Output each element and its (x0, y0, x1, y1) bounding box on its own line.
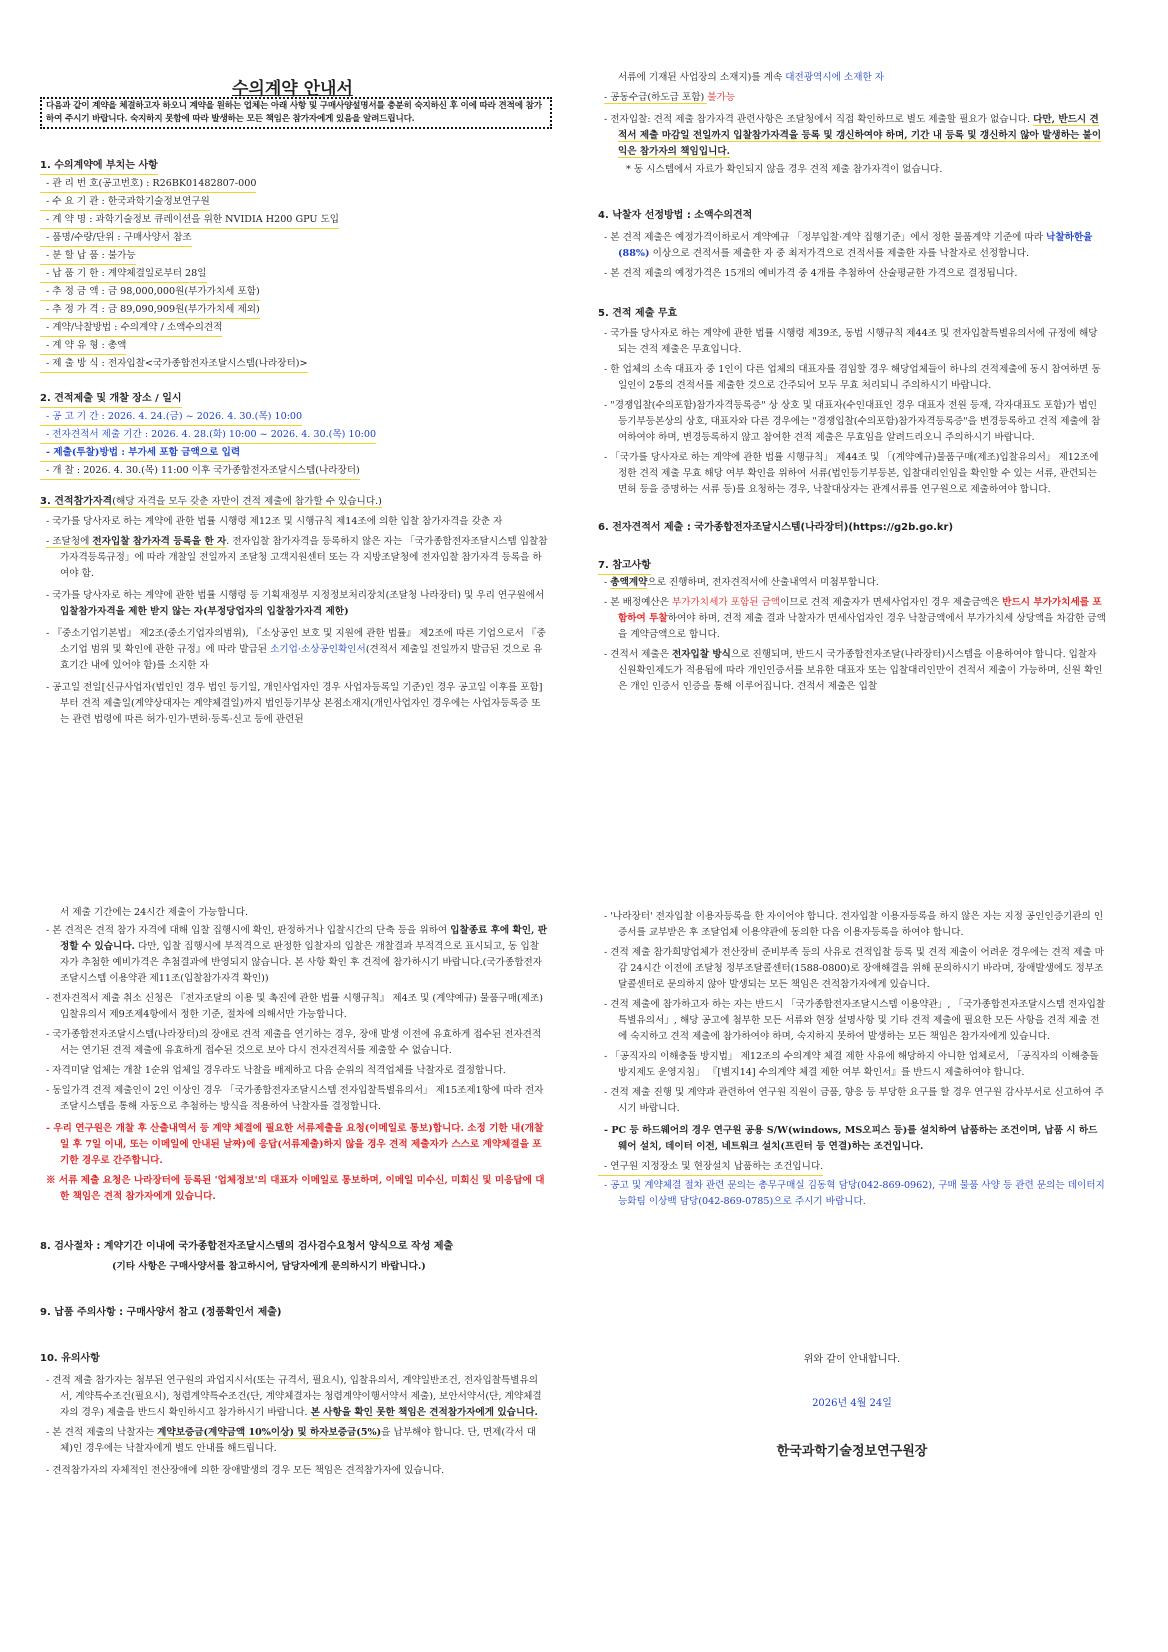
col-top-left (40, 158, 548, 728)
section-1-list (40, 176, 548, 373)
s1-item: - 분 할 납 품 : 불가능 (40, 248, 136, 265)
s3-item-3: - 국가를 당사자로 하는 계약에 관한 법률 시행령 등 기획재정부 지정정보처리장치(조달청 나라장터) 및 우리 연구원에서 입찰참가자격을 제한 받지 않는 자(부정당업자의 입찰참가자격 제한) (46, 590, 545, 617)
s2-item: - 제출(투찰)방법 : 부가세 포함 금액으로 입력 (40, 445, 240, 462)
s2-item: - 공 고 기 간 : 2026. 4. 24.(금) ~ 2026. 4. 30.(목) 10:00 (40, 409, 302, 426)
s4-item-1: - 본 견적 제출은 예정가격이하로서 계약예규 「정부입찰·계약 집행기준」에서 정한 물품계약 기준에 따라 낙찰하한율(88%) 이상으로 견적서를 제출한 자 중 최저가격으로 견적서를 제출한 자를 낙찰자로 선정합니다. (604, 232, 1093, 259)
l2-list (40, 991, 548, 1115)
s4-item-2: - 본 견적 제출의 예정가격은 15개의 예비가격 중 4개를 추첨하여 산술평균한 가격으로 결정됩니다. (604, 268, 1018, 279)
closing-date: 2026년 4월 24일 (812, 1398, 892, 1409)
s1-item: - 계약/낙찰방법 : 수의계약 / 소액수의견적 (40, 320, 222, 337)
s10-item-2: - 본 견적 제출의 낙찰자는 계약보증금(계약금액 10%이상) 및 하자보증금(5%)을 납부해야 합니다. 단, 면제(각서 대체)인 경우에는 낙찰자에게 별도 안내를 해드립니다. (46, 1427, 536, 1454)
page-title: 수의계약 안내서 (232, 79, 353, 99)
s7-item-3: - 견적서 제출은 전자입찰 방식으로 진행되며, 반드시 국가종합전자조달(나라장터)시스템을 이용하여야 합니다. 입찰자 신원확인제도가 적용됨에 따라 개인인증서를 보유한 대표자 또는 입찰대리인만이 견적서 제출이 가능하며, 신원 확인은 개인 인증서 인증을 통해 이루어집니다. 견적서 제출은 입찰 (604, 649, 1103, 692)
s10-item-3: - 견적참가자의 자체적인 전산장애에 의한 장애발생의 경우 모든 책임은 견적참가자에 있습니다. (46, 1465, 445, 1476)
section-8-heading: 8. 검사절차 : 계약기간 이내에 국가종합전자조달시스템의 검사검수요청서 양식으로 작성 제출 (40, 1241, 454, 1252)
r1-item-3: * 동 시스템에서 자료가 확인되지 않을 경우 견적 제출 참가자격이 없습니다. (626, 164, 943, 175)
closing-signer: 한국과학기술정보연구원장 (776, 1444, 928, 1459)
s1-item: - 제 출 방 식 : 전자입찰<국가종합전자조달시스템(나라장터)> (40, 356, 308, 373)
r2-blue-1: - 공고 및 계약체결 절차 관련 문의는 총무구매실 김동혁 담당(042-869-0962), 구매 물품 사양 등 관련 문의는 데이터지능화팀 이상백 담당(042-869-0785)으로 주시기 바랍니다. (604, 1180, 1105, 1207)
section-4-heading: 4. 낙찰자 선정방법 : 소액수의견적 (598, 210, 753, 221)
s3-item-1: - 국가를 당사자로 하는 계약에 관한 법률 시행령 제12조 및 시행규칙 제14조에 의한 입찰 참가자격을 갖춘 자 (46, 516, 503, 527)
s1-item: - 수 요 기 관 : 한국과학기술정보연구원 (40, 194, 210, 211)
s7-item-2: - 본 배정예산은 부가가치세가 포함된 금액이므로 견적 제출자가 면세사업자인 경우 제출금액은 반드시 부가가치세를 포함하여 투찰하여야 하며, 견적 제출 결과 낙찰자가 면세사업자인 경우 낙찰금액에서 부가가치세 상당액을 차감한 금액을 계약금액으로 합니다. (604, 597, 1106, 640)
l2-item: - 국가종합전자조달시스템(나라장터)의 장애로 견적 제출을 연기하는 경우, 장애 발생 이전에 유효하게 접수된 전자견적서는 연기된 견적 제출에 유효하게 접수된 것으로 보아 다시 전자견적서를 제출할 수 없습니다. (46, 1029, 542, 1056)
s1-item: - 관 리 번 호(공고번호) : R26BK01482807-000 (40, 176, 256, 193)
s5-item: - 한 업체의 소속 대표자 중 1인이 다른 업체의 대표자를 겸임할 경우 해당업체들이 하나의 견적제출에 동시 참여하면 동일인이 2통의 견적서를 제출한 것으로 간주되어 모두 무효 처리되니 주의하시기 바랍니다. (604, 364, 1101, 391)
s1-item: - 납 품 기 한 : 계약체결일로부터 28일 (40, 266, 207, 283)
s3-item-4: - 『중소기업기본법』 제2조(중소기업자의범위), 『소상공인 보호 및 지원에 관한 법률』 제2조에 따른 기업으로서 『중소기업 범위 및 확인에 관한 규정』에 따라 발급된 소기업·소상공인확인서(견적서 제출일 전일까지 발급된 것으로 유효기간 내에 있어야 함)를 소지한 자 (46, 628, 546, 671)
s2-item: - 개 찰 : 2026. 4. 30.(목) 11:00 이후 국가종합전자조달시스템(나라장터) (40, 463, 360, 480)
s1-item: - 계 약 유 형 : 총액 (40, 338, 126, 355)
section-2-list (40, 409, 548, 480)
s5-item: - "경쟁입찰(수의포함)참가자격등록증" 상 상호 및 대표자(수인대표인 경우 대표자 전원 등재, 각자대표도 포함)가 법인등기부등본상의 상호, 대표자와 다른 경우에는 "경쟁입찰(수의포함)참가자격등록증"을 변경등록하고 견적 제출에 참여하여야 하며, 변경등록하지 않고 참여한 견적 제출은 무효임을 알려드리오니 주의하시기 바랍니다. (604, 400, 1101, 443)
section-5-heading: 5. 견적 제출 무효 (598, 308, 678, 319)
r2-bold-1: - PC 등 하드웨어의 경우 연구원 공용 S/W(windows, MS오피스 등)를 설치하여 납품하는 조건이며, 납품 시 하드웨어 설치, 데이터 이전, 네트워크 설치(프린터 등 연결)하는 조건입니다. (604, 1125, 1098, 1152)
l2-item: - 동일가격 견적 제출인이 2인 이상인 경우 「국가종합전자조달시스템 전자입찰특별유의서」 제15조제1항에 따라 전자조달시스템을 통해 자동으로 추첨하는 방식을 적용하여 낙찰자를 결정합니다. (46, 1085, 544, 1112)
l2-item: - 자격미달 업체는 개찰 1순위 업체일 경우라도 낙찰을 배제하고 다음 순위의 적격업체를 낙찰자로 결정합니다. (46, 1065, 506, 1076)
s1-item: - 추 정 가 격 : 금 89,090,909원(부가가치세 제외) (40, 302, 260, 319)
r2-item: - 견적 제출 진행 및 계약과 관련하여 연구원 직원이 금품, 향응 등 부당한 요구를 할 경우 연구원 감사부서로 신고하여 주시기 바랍니다. (604, 1087, 1104, 1114)
section-5-list (598, 326, 1106, 498)
r1-item-2: - 전자입찰: 견적 제출 참가자격 관련사항은 조달청에서 직접 확인하므로 별도 제출할 필요가 없습니다. 다만, 반드시 견적서 제출 마감일 전일까지 입찰참가자격을 등록 및 갱신하여야 하며, 기간 내 등록 및 갱신하지 않아 발생하는 불이익은 참가자의 책임입니다. (604, 114, 1102, 157)
notice-box: 다음과 같이 계약을 체결하고자 하오니 계약을 원하는 업체는 아래 사항 및 구매사양설명서를 충분히 숙지하신 후 이에 따라 견적에 참가하여 주시기 바랍니다. 숙지하지 못함에 따라 발생하는 모든 책임은 참가자에게 있음을 알려드립니다. (40, 97, 552, 129)
s2-item: - 전자견적서 제출 기간 : 2026. 4. 28.(화) 10:00 ~ 2026. 4. 30.(목) 10:00 (40, 427, 376, 444)
s10-item-1: - 견적 제출 참가자는 첨부된 연구원의 과업지시서(또는 규격서, 필요시), 입찰유의서, 계약일반조건, 전자입찰특별유의서, 계약특수조건(필요시), 청렴계약특수조건(단, 계약체결자는 청렴계약이행서약서 제출), 보안서약서(단, 계약체결자의 경우) 제출을 반드시 확인하시고 참가하시기 바랍니다. 본 사항을 확인 못한 책임은 견적참가자에게 있습니다. (46, 1375, 542, 1418)
section-7-heading: 7. 참고사항 (598, 558, 651, 575)
r2-item: - 견적 제출 참가희망업체가 전산장비 준비부족 등의 사유로 견적입찰 등록 및 견적 제출이 어려운 경우에는 견적 제출 마감 24시간 이전에 조달청 정부조달콜센터(1588-0800)로 장애해결을 위해 문의하시기 바라며, 장애발생에도 정부조달콜센터로 문의하지 않아 발생되는 모든 책임은 견적참가자에게 있습니다. (604, 947, 1104, 990)
section-1-heading: 1. 수의계약에 부치는 사항 (40, 158, 158, 175)
section-10-heading: 10. 유의사항 (40, 1353, 100, 1364)
l2-red-1: - 우리 연구원은 개찰 후 산출내역서 등 계약 체결에 필요한 서류제출을 요청(이메일로 통보)합니다. 소정 기한 내(개찰일 후 7일 이내, 또는 이메일에 안내된 날짜)에 응답(서류제출)하지 않을 경우 견적 제출자가 스스로 계약체결을 포기한 경우로 간주합니다. (46, 1123, 544, 1166)
s1-item: - 계 약 명 : 과학기술정보 큐레이션을 위한 NVIDIA H200 GPU 도입 (40, 212, 339, 229)
s5-item: - 「국가를 당사자로 하는 계약에 관한 법률 시행규칙」 제44조 및 「(계약예규)물품구매(제조)입찰유의서」 제12조에 정한 견적 제출 무효 해당 여부 확인을 위하여 서류(법인등기부등본, 입찰대리인임을 확인할 수 있는 서류, 관련되는 면허 등을 증명하는 서류 등)를 요청하는 경우, 낙찰대상자는 관계서류를 연구원으로 제출하여야 합니다. (604, 452, 1099, 495)
closing-line: 위와 같이 안내합니다. (803, 1354, 901, 1365)
section-3-note: (해당 자격을 모두 갖춘 자만이 견적 제출에 참가할 수 있습니다.) (112, 496, 382, 507)
l2-item: - 전자견적서 제출 취소 신청은 『전자조달의 이용 및 촉진에 관한 법률 시행규칙』 제4조 및 (계약예규) 물품구매(제조)입찰유의서 제9조제4항에서 정한 기준, 절차에 의해서만 가능합니다. (46, 993, 544, 1020)
section-6-heading: 6. 전자견적서 제출 : 국가종합전자조달시스템(나라장터)(https://g2b.go.kr) (598, 522, 954, 533)
r2-item-6: - 연구원 지정장소 및 현장설치 납품하는 조건입니다. (598, 1159, 823, 1176)
r2-item: - 견적 제출에 참가하고자 하는 자는 반드시 「국가종합전자조달시스템 이용약관」, 「국가종합전자조달시스템 전자입찰 특별유의서」, 해당 공고에 첨부한 모든 서류와 현장 설명사항 및 기타 견적 제출에 필요한 모든 사항을 견적 제출 전에 숙지하고 견적 제출에 참가하여야 하며, 숙지하지 못하여 발생하는 모든 책임은 참가자에게 있습니다. (604, 999, 1106, 1042)
s3-item-2: - 조달청에 전자입찰 참가자격 등록을 한 자. 전자입찰 참가자격을 등록하지 않은 자는 「국가종합전자조달시스템 입찰참가자격등록규정」에 따라 개찰일 전일까지 조달청 고객지원센터 또는 각 지방조달청에 전자입찰 참가자격 등록을 하여야 함. (46, 536, 548, 579)
r2-item: - '나라장터' 전자입찰 이용자등록을 한 자이어야 합니다. 전자입찰 이용자등록을 하지 않은 자는 지정 공인인증기관의 인증서를 교부받은 후 조달업체 이용약관에 동의한 다음 이용자등록을 하여야 합니다. (604, 911, 1104, 938)
col-bottom-right (598, 905, 1106, 1210)
s1-item: - 품명/수량/단위 : 구매사양서 참조 (40, 230, 192, 247)
section-3-heading-line (40, 494, 548, 510)
s1-item: - 추 정 금 액 : 금 98,000,000원(부가가치세 포함) (40, 284, 260, 301)
l2-continuation: 서 제출 기간에는 24시간 제출이 가능합니다. (60, 907, 249, 918)
r1-continuation: 서류에 기재된 사업장의 소재지)를 계속 대전광역시에 소재한 자 (618, 72, 885, 83)
section-9-heading: 9. 납품 주의사항 : 구매사양서 참고 (정품확인서 제출) (40, 1307, 282, 1318)
s3-item-5: - 공고일 전일[신규사업자(법인인 경우 법인 등기일, 개인사업자인 경우 사업자등록일 기준)인 경우 공고일 이후를 포함]부터 견적 제출일(계약상대자는 계약체결일)까지 법인등기부상 본점소재지(개인사업자인 경우에는 사업자등록증 또는 관련 법령에 따른 허가·인가·면허·등록·신고 등에 관련된 (46, 682, 543, 725)
s5-item: - 국가를 당사자로 하는 계약에 관한 법률 시행령 제39조, 동법 시행규칙 제44조 및 전자입찰특별유의서에 규정에 해당되는 견적 제출은 무효입니다. (604, 328, 1098, 355)
l2-item-1: - 본 견적은 견적 참가 자격에 대해 입찰 집행시에 확인, 판정하거나 입찰시간의 단축 등을 위하여 입찰종료 후에 확인, 판정할 수 있습니다. 다만, 입찰 집행시에 부적격으로 판정한 입찰자의 입찰은 개찰결과 부적격으로 표시되고, 동 입찰자가 추첨한 예비가격은 추첨결과에 반영되지 않습니다. 본 사항 확인 후 견적에 참가하시기 바랍니다.(국가종합전자조달시스템 이용약관 제11조(입찰참가자격 확인)) (46, 925, 547, 984)
col-bottom-left (40, 905, 548, 1479)
l2-red-2: ※ 서류 제출 요청은 나라장터에 등록된 '업체정보'의 대표자 이메일로 통보하며, 이메일 미수신, 미회신 및 미응답에 대한 책임은 견적 참가자에게 있습니다. (46, 1175, 545, 1202)
section-2-heading: 2. 견적제출 및 개찰 장소 / 일시 (40, 391, 182, 408)
section-3-heading: 3. 견적참가자격 (40, 496, 113, 507)
s7-item-1: - 총액계약으로 진행하며, 전자견적서에 산출내역서 미첨부합니다. (604, 577, 879, 588)
r2-list (598, 909, 1106, 1117)
section-8-sub: (기타 사항은 구매사양서를 참고하시어, 담당자에게 문의하시기 바랍니다.) (112, 1261, 426, 1272)
r2-item: - 「공직자의 이해충돌 방지법」 제12조의 수의계약 체결 제한 사유에 해당하지 아니한 업체로서, 「공직자의 이해충돌 방지제도 운영지침」 『[별지14] 수의계약 체결 제한 여부 확인서』를 반드시 제출하여야 합니다. (604, 1051, 1099, 1078)
col-top-right (598, 70, 1106, 695)
r1-item-1: - 공동수급(하도급 포함) 불가능 (604, 92, 736, 103)
